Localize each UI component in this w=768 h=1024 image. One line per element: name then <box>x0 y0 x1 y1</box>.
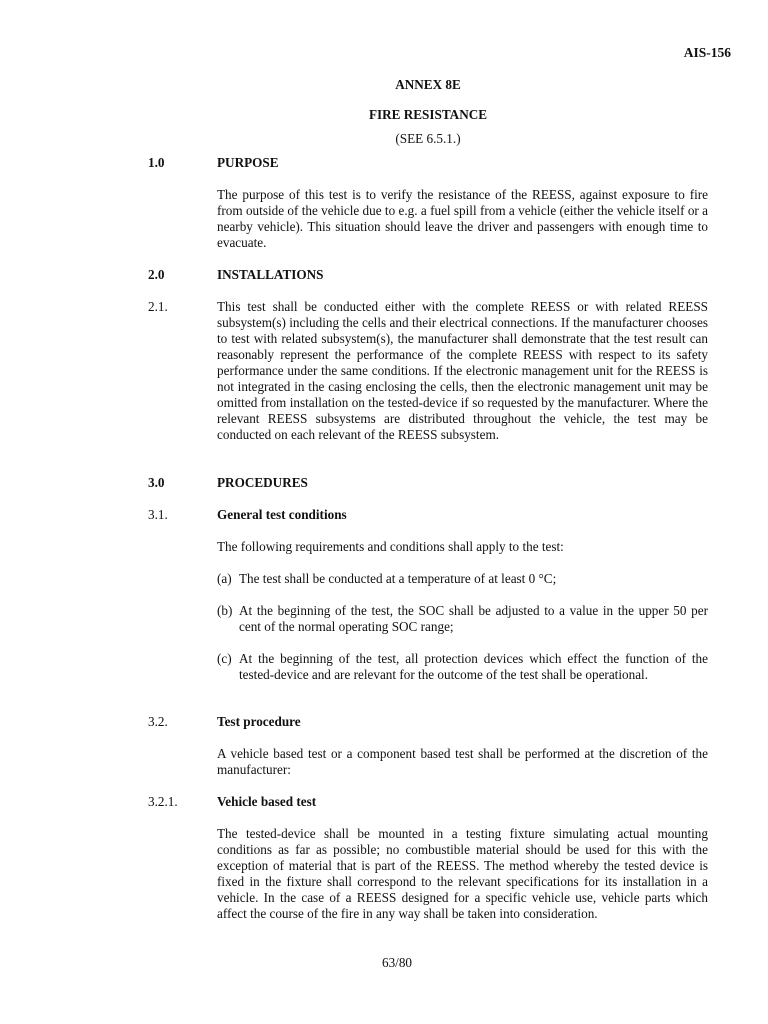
list-item-text: At the beginning of the test, all protection devices which effect the function of the tested-device and are relevant for the outcome of the test shall be operational. <box>239 651 708 682</box>
section-number: 2.1. <box>148 299 168 314</box>
section-number: 2.0 <box>148 267 165 282</box>
page-number: 63/80 <box>381 955 413 970</box>
subsection-heading-general-test-conditions: General test conditions <box>217 507 347 522</box>
list-marker: (a) <box>217 571 232 586</box>
section-number: 1.0 <box>148 155 165 170</box>
subsection-heading-vehicle-based-test: Vehicle based test <box>217 794 317 809</box>
section-number: 3.2.1. <box>148 794 178 809</box>
section-heading-purpose: PURPOSE <box>217 155 279 170</box>
see-reference: (SEE 6.5.1.) <box>395 131 461 146</box>
purpose-paragraph: The purpose of this test is to verify the resistance of the REESS, against exposure to fire from outside of the vehicle due to e.g. a fuel spill from a vehicle (either the vehicle itself or a nearby vehicle). This situation should leave the driver and passengers with enough time to evacuate. <box>217 187 708 250</box>
installations-paragraph: This test shall be conducted either with the complete REESS or with related REESS subsystem(s) including the cells and their electrical connections. If the manufacturer chooses to test with related subsystem(s), the manufacturer shall demonstrate that the test result can reasonably represent the performance of the complete REESS with respect to its safety performance under the same conditions. If the electronic management unit for the REESS is not integrated in the casing enclosing the cells, then the electronic management unit may be omitted from installation on the tested-device if so requested by the manufacturer. Where the relevant REESS subsystems are distributed throughout the vehicle, the test may be conducted on each relevant of the REESS subsystem. <box>217 299 708 442</box>
document-code: AIS-156 <box>683 45 731 60</box>
list-marker: (b) <box>217 603 233 618</box>
section-heading-installations: INSTALLATIONS <box>217 267 324 282</box>
section-number: 3.0 <box>148 475 165 490</box>
test-procedure-paragraph: A vehicle based test or a component based test shall be performed at the discretion of the manufacturer: <box>217 746 708 777</box>
general-conditions-intro: The following requirements and conditions shall apply to the test: <box>217 539 564 554</box>
annex-title: ANNEX 8E <box>395 77 461 92</box>
vehicle-based-test-paragraph: The tested-device shall be mounted in a testing fixture simulating actual mounting conditions as far as possible; no combustible material should be used for this with the exception of material that is part of the REESS. The method whereby the tested device is fixed in the fixture shall correspond to the relevant specifications for its installation in a vehicle. In the case of a REESS designed for a specific vehicle use, vehicle parts which affect the course of the fire in any way shall be taken into consideration. <box>217 826 708 921</box>
section-title: FIRE RESISTANCE <box>368 107 488 122</box>
section-number: 3.2. <box>148 714 168 729</box>
list-item-text: At the beginning of the test, the SOC shall be adjusted to a value in the upper 50 per cent of the normal operating SOC range; <box>239 603 708 634</box>
subsection-heading-test-procedure: Test procedure <box>217 714 301 729</box>
list-marker: (c) <box>217 651 232 666</box>
list-item-text: The test shall be conducted at a temperature of at least 0 °C; <box>239 571 557 586</box>
list-item <box>217 603 708 635</box>
list-item <box>217 571 708 587</box>
list-item <box>217 651 708 683</box>
section-heading-procedures: PROCEDURES <box>217 475 308 490</box>
section-number: 3.1. <box>148 507 168 522</box>
